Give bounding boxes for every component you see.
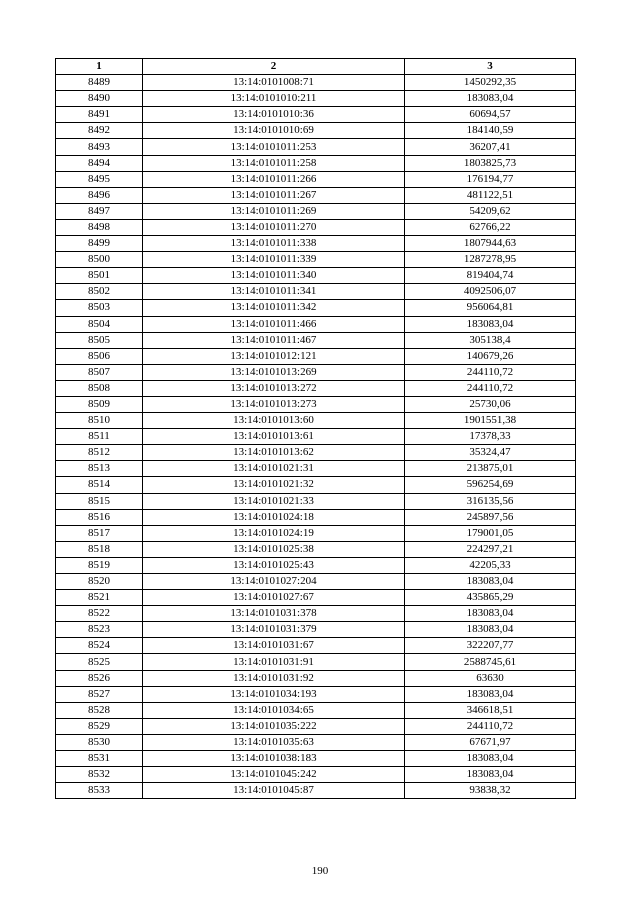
row-number-cell: 8519 (56, 557, 143, 573)
value-cell: 183083,04 (405, 91, 576, 107)
row-number-cell: 8517 (56, 525, 143, 541)
row-number-cell: 8514 (56, 477, 143, 493)
cadastral-number-cell: 13:14:0101024:18 (143, 509, 405, 525)
row-number-cell: 8528 (56, 702, 143, 718)
cadastral-number-cell: 13:14:0101013:62 (143, 445, 405, 461)
table-row (56, 751, 576, 767)
value-cell: 244110,72 (405, 718, 576, 734)
value-cell: 244110,72 (405, 380, 576, 396)
row-number-cell: 8533 (56, 783, 143, 799)
row-number-cell: 8491 (56, 107, 143, 123)
value-cell: 36207,41 (405, 139, 576, 155)
cadastral-number-cell: 13:14:0101013:60 (143, 413, 405, 429)
table-row (56, 509, 576, 525)
table-row (56, 413, 576, 429)
row-number-cell: 8498 (56, 219, 143, 235)
table-row (56, 155, 576, 171)
cadastral-number-cell: 13:14:0101011:270 (143, 219, 405, 235)
column-header-2: 2 (143, 59, 405, 75)
cadastral-number-cell: 13:14:0101031:92 (143, 670, 405, 686)
value-cell: 2588745,61 (405, 654, 576, 670)
value-cell: 183083,04 (405, 574, 576, 590)
table-row (56, 364, 576, 380)
cadastral-number-cell: 13:14:0101031:91 (143, 654, 405, 670)
cadastral-number-cell: 13:14:0101010:69 (143, 123, 405, 139)
cadastral-number-cell: 13:14:0101011:253 (143, 139, 405, 155)
row-number-cell: 8522 (56, 606, 143, 622)
cadastral-number-cell: 13:14:0101045:242 (143, 767, 405, 783)
cadastral-number-cell: 13:14:0101011:267 (143, 187, 405, 203)
value-cell: 213875,01 (405, 461, 576, 477)
value-cell: 183083,04 (405, 606, 576, 622)
row-number-cell: 8513 (56, 461, 143, 477)
cadastral-number-cell: 13:14:0101027:204 (143, 574, 405, 590)
value-cell: 25730,06 (405, 396, 576, 412)
row-number-cell: 8503 (56, 300, 143, 316)
cadastral-number-cell: 13:14:0101011:266 (143, 171, 405, 187)
value-cell: 224297,21 (405, 541, 576, 557)
row-number-cell: 8505 (56, 332, 143, 348)
table-row (56, 316, 576, 332)
value-cell: 1901551,38 (405, 413, 576, 429)
cadastral-number-cell: 13:14:0101021:33 (143, 493, 405, 509)
row-number-cell: 8509 (56, 396, 143, 412)
data-table (55, 58, 576, 799)
table-row (56, 219, 576, 235)
table-row (56, 236, 576, 252)
table-row (56, 767, 576, 783)
value-cell: 1803825,73 (405, 155, 576, 171)
table-row (56, 654, 576, 670)
column-header-1: 1 (56, 59, 143, 75)
value-cell: 316135,56 (405, 493, 576, 509)
value-cell: 183083,04 (405, 622, 576, 638)
cadastral-number-cell: 13:14:0101027:67 (143, 590, 405, 606)
cadastral-number-cell: 13:14:0101011:258 (143, 155, 405, 171)
value-cell: 1287278,95 (405, 252, 576, 268)
value-cell: 596254,69 (405, 477, 576, 493)
table-row (56, 590, 576, 606)
value-cell: 93838,32 (405, 783, 576, 799)
table-row (56, 734, 576, 750)
table-row (56, 461, 576, 477)
cadastral-number-cell: 13:14:0101011:466 (143, 316, 405, 332)
row-number-cell: 8493 (56, 139, 143, 155)
table-row (56, 348, 576, 364)
row-number-cell: 8530 (56, 734, 143, 750)
value-cell: 956064,81 (405, 300, 576, 316)
cadastral-number-cell: 13:14:0101010:211 (143, 91, 405, 107)
cadastral-number-cell: 13:14:0101011:342 (143, 300, 405, 316)
row-number-cell: 8508 (56, 380, 143, 396)
value-cell: 63630 (405, 670, 576, 686)
table-row (56, 541, 576, 557)
table-row (56, 171, 576, 187)
cadastral-number-cell: 13:14:0101025:43 (143, 557, 405, 573)
column-header-3: 3 (405, 59, 576, 75)
table-row (56, 75, 576, 91)
value-cell: 481122,51 (405, 187, 576, 203)
row-number-cell: 8516 (56, 509, 143, 525)
table-row (56, 332, 576, 348)
row-number-cell: 8495 (56, 171, 143, 187)
table-row (56, 429, 576, 445)
table-row (56, 396, 576, 412)
value-cell: 140679,26 (405, 348, 576, 364)
cadastral-number-cell: 13:14:0101013:269 (143, 364, 405, 380)
value-cell: 1807944,63 (405, 236, 576, 252)
value-cell: 183083,04 (405, 751, 576, 767)
cadastral-number-cell: 13:14:0101034:193 (143, 686, 405, 702)
table-row (56, 107, 576, 123)
value-cell: 184140,59 (405, 123, 576, 139)
row-number-cell: 8529 (56, 718, 143, 734)
row-number-cell: 8532 (56, 767, 143, 783)
value-cell: 346618,51 (405, 702, 576, 718)
value-cell: 819404,74 (405, 268, 576, 284)
row-number-cell: 8527 (56, 686, 143, 702)
value-cell: 183083,04 (405, 316, 576, 332)
value-cell: 305138,4 (405, 332, 576, 348)
page-number: 190 (311, 865, 329, 877)
table-row (56, 91, 576, 107)
value-cell: 179001,05 (405, 525, 576, 541)
table-row (56, 606, 576, 622)
value-cell: 176194,77 (405, 171, 576, 187)
value-cell: 245897,56 (405, 509, 576, 525)
row-number-cell: 8490 (56, 91, 143, 107)
row-number-cell: 8520 (56, 574, 143, 590)
table-row (56, 139, 576, 155)
row-number-cell: 8526 (56, 670, 143, 686)
table-row (56, 445, 576, 461)
table-row (56, 203, 576, 219)
row-number-cell: 8497 (56, 203, 143, 219)
row-number-cell: 8531 (56, 751, 143, 767)
table-row (56, 702, 576, 718)
row-number-cell: 8489 (56, 75, 143, 91)
table-row (56, 493, 576, 509)
row-number-cell: 8523 (56, 622, 143, 638)
table-row (56, 477, 576, 493)
row-number-cell: 8502 (56, 284, 143, 300)
table-row (56, 300, 576, 316)
table-row (56, 123, 576, 139)
row-number-cell: 8524 (56, 638, 143, 654)
value-cell: 435865,29 (405, 590, 576, 606)
cadastral-number-cell: 13:14:0101031:379 (143, 622, 405, 638)
row-number-cell: 8510 (56, 413, 143, 429)
table-row (56, 783, 576, 799)
value-cell: 62766,22 (405, 219, 576, 235)
table-row (56, 686, 576, 702)
value-cell: 4092506,07 (405, 284, 576, 300)
row-number-cell: 8494 (56, 155, 143, 171)
cadastral-number-cell: 13:14:0101013:273 (143, 396, 405, 412)
table-header-row (56, 59, 576, 75)
cadastral-number-cell: 13:14:0101010:36 (143, 107, 405, 123)
row-number-cell: 8507 (56, 364, 143, 380)
row-number-cell: 8518 (56, 541, 143, 557)
table-row (56, 252, 576, 268)
cadastral-number-cell: 13:14:0101013:272 (143, 380, 405, 396)
row-number-cell: 8511 (56, 429, 143, 445)
value-cell: 183083,04 (405, 767, 576, 783)
value-cell: 244110,72 (405, 364, 576, 380)
table-body (56, 75, 576, 799)
row-number-cell: 8492 (56, 123, 143, 139)
cadastral-number-cell: 13:14:0101011:338 (143, 236, 405, 252)
cadastral-number-cell: 13:14:0101035:63 (143, 734, 405, 750)
value-cell: 67671,97 (405, 734, 576, 750)
row-number-cell: 8506 (56, 348, 143, 364)
table-row (56, 718, 576, 734)
cadastral-number-cell: 13:14:0101025:38 (143, 541, 405, 557)
table-row (56, 268, 576, 284)
row-number-cell: 8515 (56, 493, 143, 509)
row-number-cell: 8512 (56, 445, 143, 461)
value-cell: 17378,33 (405, 429, 576, 445)
cadastral-number-cell: 13:14:0101011:339 (143, 252, 405, 268)
value-cell: 60694,57 (405, 107, 576, 123)
value-cell: 183083,04 (405, 686, 576, 702)
table-row (56, 638, 576, 654)
value-cell: 1450292,35 (405, 75, 576, 91)
table-row (56, 557, 576, 573)
row-number-cell: 8501 (56, 268, 143, 284)
cadastral-number-cell: 13:14:0101034:65 (143, 702, 405, 718)
value-cell: 42205,33 (405, 557, 576, 573)
cadastral-number-cell: 13:14:0101011:467 (143, 332, 405, 348)
cadastral-number-cell: 13:14:0101011:341 (143, 284, 405, 300)
cadastral-number-cell: 13:14:0101011:340 (143, 268, 405, 284)
cadastral-number-cell: 13:14:0101013:61 (143, 429, 405, 445)
cadastral-number-cell: 13:14:0101031:67 (143, 638, 405, 654)
cadastral-number-cell: 13:14:0101038:183 (143, 751, 405, 767)
table-row (56, 284, 576, 300)
table-row (56, 670, 576, 686)
table-row (56, 525, 576, 541)
value-cell: 54209,62 (405, 203, 576, 219)
row-number-cell: 8525 (56, 654, 143, 670)
cadastral-number-cell: 13:14:0101011:269 (143, 203, 405, 219)
cadastral-number-cell: 13:14:0101021:32 (143, 477, 405, 493)
table-row (56, 380, 576, 396)
row-number-cell: 8504 (56, 316, 143, 332)
cadastral-number-cell: 13:14:0101031:378 (143, 606, 405, 622)
table-row (56, 622, 576, 638)
cadastral-number-cell: 13:14:0101035:222 (143, 718, 405, 734)
table-row (56, 187, 576, 203)
cadastral-number-cell: 13:14:0101024:19 (143, 525, 405, 541)
cadastral-number-cell: 13:14:0101021:31 (143, 461, 405, 477)
row-number-cell: 8499 (56, 236, 143, 252)
cadastral-number-cell: 13:14:0101008:71 (143, 75, 405, 91)
value-cell: 322207,77 (405, 638, 576, 654)
row-number-cell: 8496 (56, 187, 143, 203)
row-number-cell: 8500 (56, 252, 143, 268)
table-row (56, 574, 576, 590)
cadastral-number-cell: 13:14:0101012:121 (143, 348, 405, 364)
row-number-cell: 8521 (56, 590, 143, 606)
cadastral-number-cell: 13:14:0101045:87 (143, 783, 405, 799)
value-cell: 35324,47 (405, 445, 576, 461)
